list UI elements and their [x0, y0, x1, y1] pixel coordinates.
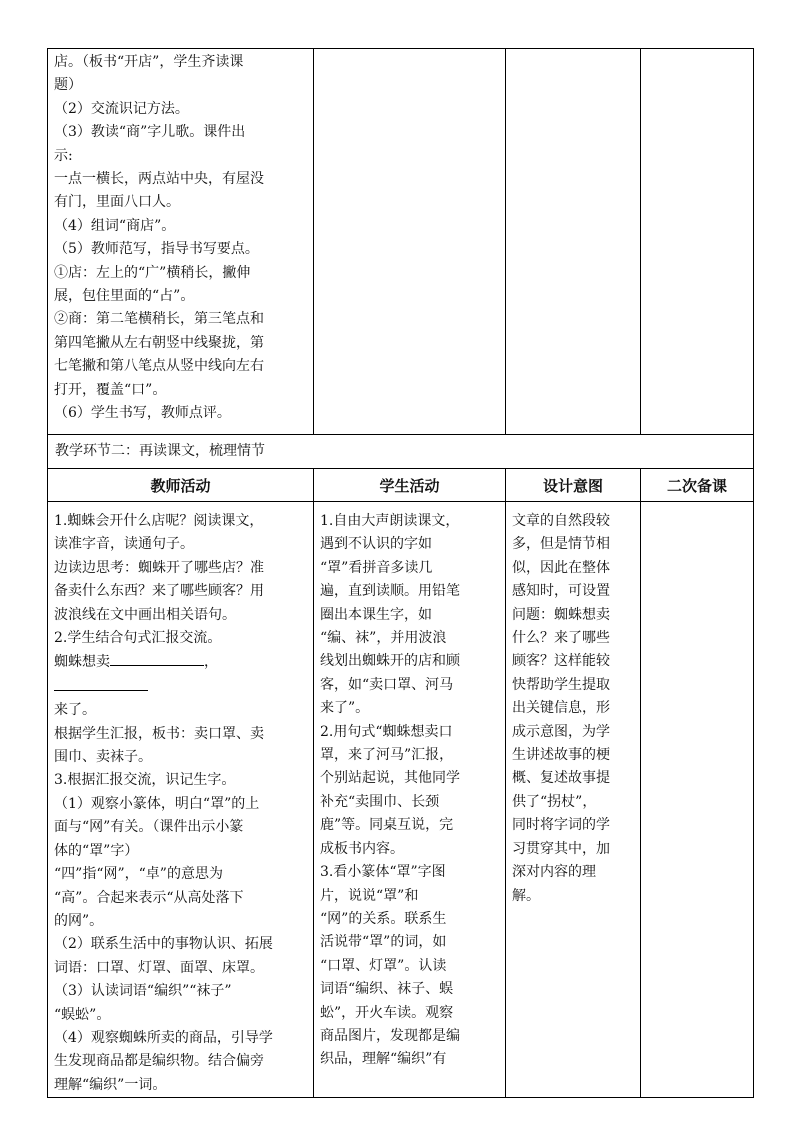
text-line: （4）观察蜘蛛所卖的商品，引导学 — [54, 1029, 273, 1046]
design-intent-cell — [506, 502, 641, 1098]
text-line: 顾客？这样能较 — [512, 653, 610, 670]
text-line: 客，如“卖口罩、河马 — [320, 676, 454, 693]
blank-line-prefix: 蜘蛛想卖 — [54, 654, 110, 671]
section-title: 教学环节二：再读课文，梳理情节 — [55, 443, 265, 459]
text-line: 解。 — [512, 887, 540, 904]
text-line: 3.看小篆体“罩”字图 — [320, 864, 446, 881]
text-line: “罩”看拼音多读几 — [320, 559, 433, 576]
text-line: 3.根据汇报交流，识记生字。 — [54, 772, 236, 789]
text-line: 供了“拐杖”， — [512, 793, 597, 810]
text-line: 示: — [54, 147, 73, 164]
text-line: 似，因此在整体 — [512, 559, 610, 576]
text-line: 线划出蜘蛛开的店和顾 — [320, 653, 460, 670]
text-line: 文章的自然段较 — [512, 513, 610, 529]
text-line: 成示意图，为学 — [512, 723, 610, 740]
top-continuation-row — [48, 49, 754, 435]
text-line: “高”。合起来表示“从高处落下 — [54, 889, 244, 906]
text-line: 概、复述故事提 — [512, 770, 610, 787]
text-line: 1.蜘蛛会开什么店呢？阅读课文， — [54, 513, 264, 529]
text-line: （2）交流识记方法。 — [54, 100, 189, 117]
second-prep-cell — [641, 502, 754, 1098]
text-line: 蚣”，开火车读。观察 — [320, 1004, 454, 1021]
text-line: 活说带“罩”的词，如 — [320, 934, 447, 951]
text-line: 读准字音，读通句子。 — [54, 536, 194, 553]
header-design-intent: 设计意图 — [506, 469, 641, 502]
text-line: 感知时，可设置 — [512, 583, 610, 600]
blank-separator: ， — [204, 654, 218, 671]
text-line: 有门，里面八口人。 — [54, 194, 180, 211]
text-line: 题） — [54, 77, 82, 94]
text-line: 打开，覆盖“口”。 — [54, 381, 167, 398]
text-line: 片，说说“罩”和 — [320, 887, 419, 904]
header-second-prep: 二次备课 — [641, 469, 754, 502]
teacher-activity-cell — [48, 502, 314, 1098]
teacher-activity-cell-top — [48, 49, 314, 435]
second-prep-cell-top — [641, 49, 754, 435]
text-line: 生发现商品都是编织物。结合偏旁 — [54, 1053, 264, 1070]
text-line: 来了”。 — [320, 700, 370, 717]
section-title-cell — [48, 435, 754, 469]
text-line: ①店：左上的“广”横稍长，撇伸 — [54, 264, 251, 281]
text-line: 织品，理解“编织”有 — [320, 1051, 447, 1068]
text-line: 展，包住里面的“占”。 — [54, 288, 195, 305]
text-line: 体的“罩”字） — [54, 842, 139, 859]
text-line: 2.学生结合句式汇报交流。 — [54, 630, 222, 647]
text-line: （4）组词“商店”。 — [54, 217, 176, 234]
header-teacher-activity: 教师活动 — [48, 469, 314, 502]
text-line: “网”的关系。联系生 — [320, 910, 447, 927]
text-line: 波浪线在文中画出相关语句。 — [54, 606, 236, 623]
fill-in-blank — [110, 650, 204, 666]
teacher-activity-text — [48, 49, 313, 426]
text-line: （5）教师范写，指导书写要点。 — [54, 241, 259, 258]
text-line: 补充“卖围巾、长颈 — [320, 793, 440, 810]
text-line: 罩，来了河马”汇报， — [320, 747, 454, 764]
text-line: 根据学生汇报，板书：卖口罩、卖 — [54, 725, 264, 742]
design-intent-text — [506, 502, 640, 908]
text-line: 遍，直到读顺。用铅笔 — [320, 583, 460, 600]
text-line — [54, 650, 307, 699]
text-line: 鹿”等。同桌互说，完 — [320, 817, 454, 834]
text-line: “四”指“网”，“卓”的意思为 — [54, 866, 223, 883]
student-activity-cell — [314, 502, 506, 1098]
main-content-row — [48, 502, 754, 1098]
text-line: 生讲述故事的梗 — [512, 747, 610, 764]
text-line: 店。（板书“开店”，学生齐读课 — [54, 54, 244, 70]
text-line: 深对内容的理 — [512, 864, 596, 881]
teacher-activity-text — [48, 502, 313, 1097]
text-line: 多，但是情节相 — [512, 536, 610, 553]
text-line: 第四笔撇从左右朝竖中线聚拢，第 — [54, 334, 264, 351]
fill-in-blank — [54, 675, 148, 691]
text-line: 成板书内容。 — [320, 840, 404, 857]
text-line: 来了。 — [54, 702, 96, 719]
text-line: 圈出本课生字，如 — [320, 606, 432, 623]
text-line: 边读边思考：蜘蛛开了哪些店？准 — [54, 559, 264, 576]
text-line: 个别站起说，其他同学 — [320, 770, 460, 787]
section-title-row — [48, 435, 754, 469]
header-student-activity: 学生活动 — [314, 469, 506, 502]
text-line: 一点一横长，两点站中央，有屋没 — [54, 171, 264, 188]
text-line: 1.自由大声朗读课文， — [320, 513, 460, 529]
text-line: 习贯穿其中，加 — [512, 840, 610, 857]
lesson-plan-table — [47, 48, 754, 1098]
text-line: 2.用句式“蜘蛛想卖口 — [320, 723, 453, 740]
text-line: 快帮助学生提取 — [512, 676, 610, 693]
text-line: （3）认读词语“编织”“袜子” — [54, 983, 232, 1000]
text-line: 遇到不认识的字如 — [320, 536, 432, 553]
text-line: 出关键信息，形 — [512, 700, 610, 717]
text-line: 备卖什么东西？来了哪些顾客？用 — [54, 583, 264, 600]
text-line: （3）教读“商”字儿歌。课件出 — [54, 124, 246, 141]
text-line: 围巾、卖袜子。 — [54, 749, 152, 766]
text-line: 的网”。 — [54, 912, 104, 929]
text-line: 词语“编织、袜子、蜈 — [320, 981, 454, 998]
text-line: 面与“网”有关。（课件出示小篆 — [54, 819, 244, 836]
column-header-row — [48, 469, 754, 502]
text-line: 词语：口罩、灯罩、面罩、床罩。 — [54, 959, 264, 976]
text-line: 商品图片，发现都是编 — [320, 1027, 460, 1044]
text-line: 七笔撇和第八笔点从竖中线向左右 — [54, 358, 264, 375]
text-line: 理解“编织”一词。 — [54, 1076, 167, 1093]
student-activity-cell-top — [314, 49, 506, 435]
text-line: 问题：蜘蛛想卖 — [512, 606, 610, 623]
text-line: 同时将字词的学 — [512, 817, 610, 834]
design-intent-cell-top — [506, 49, 641, 435]
text-line: 什么？来了哪些 — [512, 630, 610, 647]
text-line: “口罩、灯罩”。认读 — [320, 957, 447, 974]
text-line: （2）联系生活中的事物认识、拓展 — [54, 936, 273, 953]
text-line: “编、袜”，并用波浪 — [320, 630, 447, 647]
text-line: “蜈蚣”。 — [54, 1006, 111, 1023]
text-line: ②商：第二笔横稍长，第三笔点和 — [54, 311, 264, 328]
text-line: （1）观察小篆体，明白“罩”的上 — [54, 795, 260, 812]
student-activity-text — [314, 502, 505, 1072]
text-line: （6）学生书写，教师点评。 — [54, 405, 231, 422]
